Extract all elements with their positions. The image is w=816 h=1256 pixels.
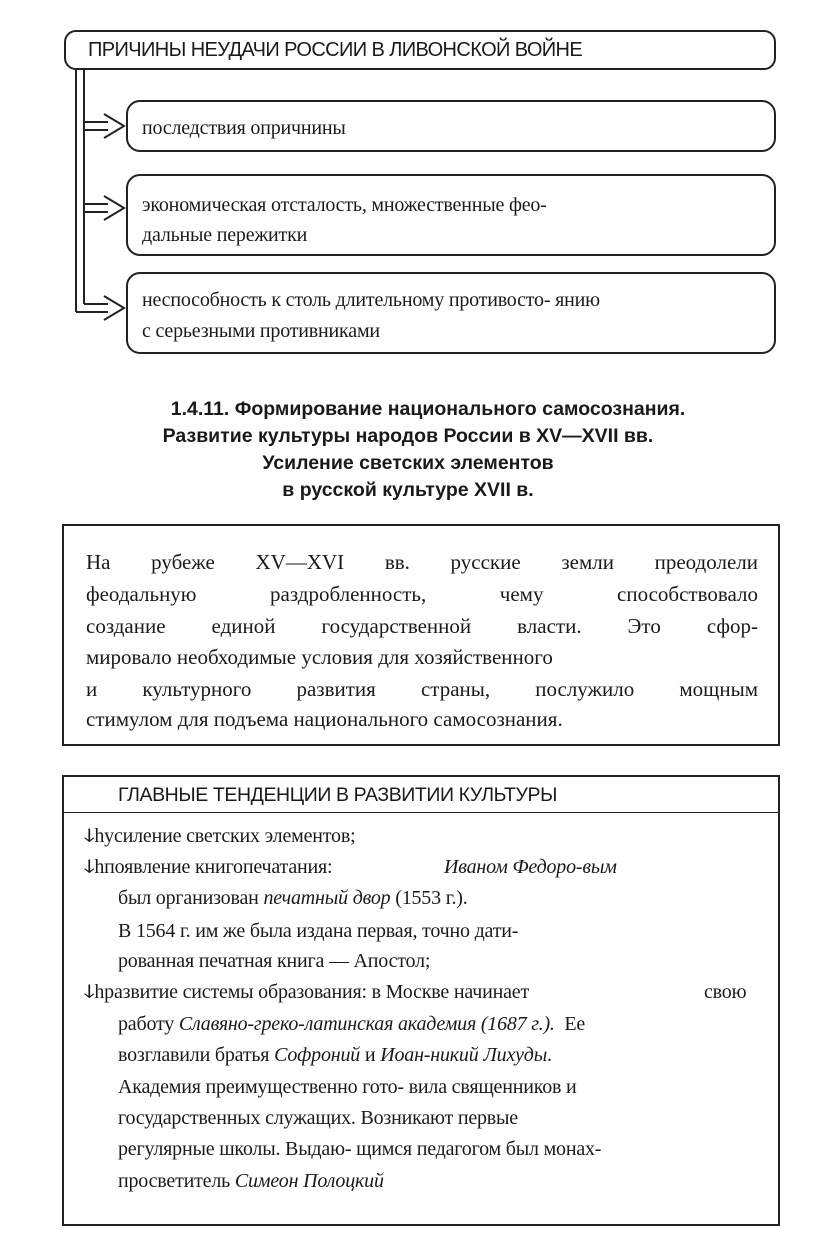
intro-line-2: феодальную раздробленность, чему способствовало	[86, 582, 758, 606]
trend-item-2-line-4: рованная печатная книга — Апостол;	[118, 950, 431, 972]
trend-item-2-line-1: ↆhпоявление книгопечатания:	[84, 856, 333, 878]
intro-line-5: и культурного развития страны, послужило мощным	[86, 677, 758, 701]
intro-line-4: мировало необходимые условия для хозяйственного	[86, 645, 553, 669]
trend-item-1: ↆhусиление светских элементов;	[84, 825, 356, 847]
trend-item-2-person: Иваном Федоро-вым	[444, 856, 617, 878]
section-title-line-2: Развитие культуры народов России в XV—XVII вв.	[162, 425, 654, 447]
trend-item-3-line-6: регулярные школы. Выдаю- щимся педагогом был монах-	[118, 1138, 602, 1160]
trend-item-3-line-2: работу Славяно-греко-латинская академия (1687 г.). Ее	[118, 1013, 586, 1035]
trend-item-3-word: свою	[704, 981, 747, 1003]
section-title-line-4: в русской культуре XVII в.	[282, 479, 534, 501]
intro-line-1: На рубеже XV—XVI вв. русские земли преодолели	[86, 550, 758, 574]
cause-3-line-1: неспособность к столь длительному противосто- янию	[142, 289, 600, 311]
cause-1-text: последствия опричнины	[142, 117, 346, 139]
trends-divider	[62, 812, 780, 813]
intro-line-6: стимулом для подъема национального самосознания.	[86, 707, 563, 731]
trend-item-2-line-2: был организован печатный двор (1553 г.).	[118, 887, 468, 909]
section-title-line-1: 1.4.11. Формирование национального самосознания.	[170, 398, 686, 420]
trends-title: ГЛАВНЫЕ ТЕНДЕНЦИИ В РАЗВИТИИ КУЛЬТУРЫ	[118, 784, 558, 806]
cause-3-line-2: с серьезными противниками	[142, 320, 380, 342]
intro-line-3: создание единой государственной власти. Это сфор-	[86, 614, 758, 638]
causes-diagram	[0, 0, 816, 360]
bullet-marker-icon: ↆh	[84, 825, 105, 847]
section-title	[40, 396, 776, 504]
trend-item-3-line-3: возглавили братья Софроний и Иоан-никий Лихуды.	[118, 1044, 552, 1066]
trend-item-3-line-4: Академия преимущественно гото- вила священников и	[118, 1076, 577, 1098]
cause-2-line-1: экономическая отсталость, множественные фео-	[142, 194, 547, 216]
cause-2-line-2: дальные пережитки	[142, 224, 308, 246]
trend-item-2-line-3: В 1564 г. им же была издана первая, точно дати-	[118, 920, 519, 942]
trend-item-3-line-5: государственных служащих. Возникают первые	[118, 1107, 518, 1129]
diagram-title: ПРИЧИНЫ НЕУДАЧИ РОССИИ В ЛИВОНСКОЙ ВОЙНЕ	[88, 39, 583, 61]
bullet-marker-icon: ↆh	[84, 856, 105, 878]
section-title-line-3: Усиление светских элементов	[262, 452, 554, 474]
trend-item-3-line-7: просветитель Симеон Полоцкий	[118, 1170, 384, 1192]
trend-item-3-line-1: ↆhразвитие системы образования: в Москве начинает	[84, 981, 530, 1003]
bullet-marker-icon: ↆh	[84, 981, 105, 1003]
